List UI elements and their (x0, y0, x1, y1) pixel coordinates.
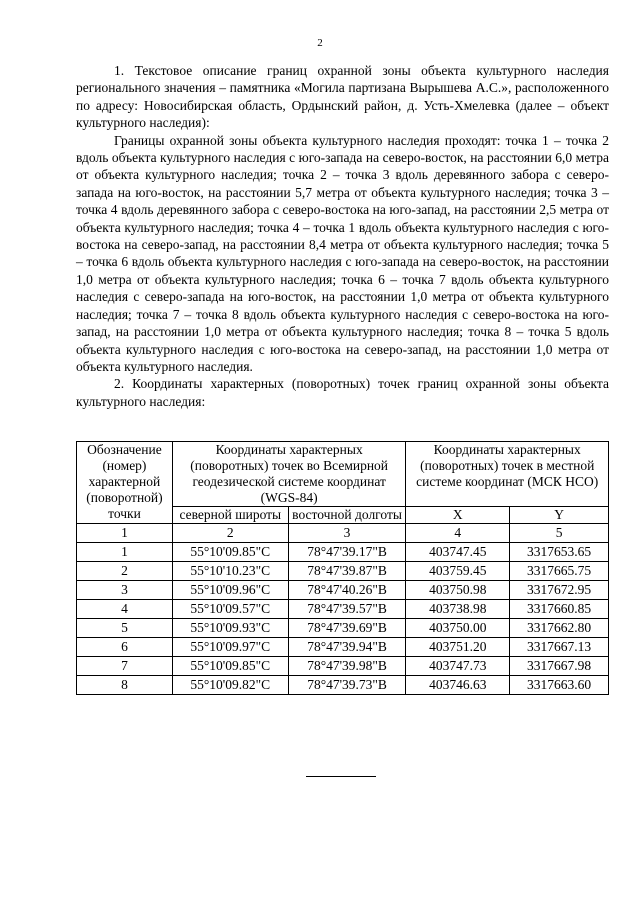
x-cell: 403747.73 (406, 657, 510, 676)
point-number: 2 (77, 562, 173, 581)
latitude-cell: 55°10'09.85"С (172, 543, 288, 562)
y-cell: 3317653.65 (510, 543, 609, 562)
longitude-cell: 78°47'39.57"В (288, 600, 406, 619)
table-row (77, 676, 609, 695)
longitude-cell: 78°47'39.94"В (288, 638, 406, 657)
table-row (77, 657, 609, 676)
paragraph-1: 1. Текстовое описание границ охранной зоны объекта культурного наследия регионального значения – памятника «Могила партизана Вырышева А.С.», расположенного по адресу: Новосибирская область, Ордынский район, д. Усть-Хмелевка (далее – объект культурного наследия): (76, 63, 609, 131)
header-local-system: Координаты характерных (поворотных) точек в местной системе координат (МСК НСО) (406, 442, 609, 507)
point-number: 1 (77, 543, 173, 562)
table-row (77, 600, 609, 619)
y-cell: 3317660.85 (510, 600, 609, 619)
column-number: 4 (406, 524, 510, 543)
table-row (77, 619, 609, 638)
subheader-x: X (406, 507, 510, 524)
x-cell: 403750.98 (406, 581, 510, 600)
subheader-east-longitude: восточной долготы (288, 507, 406, 524)
column-number: 3 (288, 524, 406, 543)
table-row (77, 581, 609, 600)
longitude-cell: 78°47'39.17"В (288, 543, 406, 562)
longitude-cell: 78°47'39.87"В (288, 562, 406, 581)
x-cell: 403738.98 (406, 600, 510, 619)
table-row (77, 543, 609, 562)
y-cell: 3317667.98 (510, 657, 609, 676)
latitude-cell: 55°10'09.57"С (172, 600, 288, 619)
paragraph-3: 2. Координаты характерных (поворотных) точек границ охранной зоны объекта культурного наследия: (76, 376, 609, 409)
column-number: 5 (510, 524, 609, 543)
point-number: 5 (77, 619, 173, 638)
latitude-cell: 55°10'09.85"С (172, 657, 288, 676)
point-number: 6 (77, 638, 173, 657)
y-cell: 3317667.13 (510, 638, 609, 657)
latitude-cell: 55°10'09.93"С (172, 619, 288, 638)
x-cell: 403759.45 (406, 562, 510, 581)
header-wgs84: Координаты характерных (поворотных) точек во Всемирной геодезической системе координат (WGS-84) (172, 442, 406, 507)
column-number: 1 (77, 524, 173, 543)
y-cell: 3317662.80 (510, 619, 609, 638)
paragraph-2: Границы охранной зоны объекта культурного наследия проходят: точка 1 – точка 2 вдоль объекта культурного наследия с юго-запада на северо-восток, на расстоянии 6,0 метра от объекта культурного наследия; точка 2 – точка 3 вдоль деревянного забора с северо-запада на юго-восток, на расстоянии 5,7 метра от объекта культурного наследия; точка 3 – точка 4 вдоль деревянного забора с северо-востока на юго-запад, на расстоянии 2,5 метра от объекта культурного наследия; точка 4 – точка 1 вдоль объекта культурного наследия с юго-востока на северо-запад, на расстоянии 8,4 метра от объекта культурного наследия; точка 5 – точка 6 вдоль объекта культурного наследия с юго-запада на северо-восток, на расстоянии 1,0 метра от объекта культурного наследия; точка 6 – точка 7 вдоль объекта культурного наследия с северо-запада на юго-восток, на расстоянии 1,0 метра от объекта культурного наследия; точка 7 – точка 8 вдоль объекта культурного наследия с северо-востока на юго-запад, на расстоянии 1,0 метра от объекта культурного наследия; точка 8 – точка 5 вдоль объекта культурного наследия с юго-востока на северо-запад, на расстоянии 1,0 метра от объекта культурного наследия. (76, 132, 609, 374)
latitude-cell: 55°10'10.23"С (172, 562, 288, 581)
latitude-cell: 55°10'09.96"С (172, 581, 288, 600)
longitude-cell: 78°47'39.69"В (288, 619, 406, 638)
point-number: 3 (77, 581, 173, 600)
x-cell: 403747.45 (406, 543, 510, 562)
page-number: 2 (317, 37, 323, 49)
longitude-cell: 78°47'39.98"В (288, 657, 406, 676)
table-row (77, 638, 609, 657)
subheader-y: Y (510, 507, 609, 524)
y-cell: 3317672.95 (510, 581, 609, 600)
column-number: 2 (172, 524, 288, 543)
y-cell: 3317663.60 (510, 676, 609, 695)
longitude-cell: 78°47'39.73"В (288, 676, 406, 695)
document-body (76, 62, 609, 410)
longitude-cell: 78°47'40.26"В (288, 581, 406, 600)
end-divider (306, 776, 376, 777)
point-number: 7 (77, 657, 173, 676)
subheader-north-latitude: северной широты (172, 507, 288, 524)
x-cell: 403750.00 (406, 619, 510, 638)
point-number: 8 (77, 676, 173, 695)
coordinates-table (76, 441, 609, 695)
y-cell: 3317665.75 (510, 562, 609, 581)
latitude-cell: 55°10'09.97"С (172, 638, 288, 657)
x-cell: 403751.20 (406, 638, 510, 657)
point-number: 4 (77, 600, 173, 619)
table-row (77, 562, 609, 581)
latitude-cell: 55°10'09.82"С (172, 676, 288, 695)
x-cell: 403746.63 (406, 676, 510, 695)
header-point-number: Обозначение (номер) характерной (поворотной) точки (77, 442, 173, 524)
